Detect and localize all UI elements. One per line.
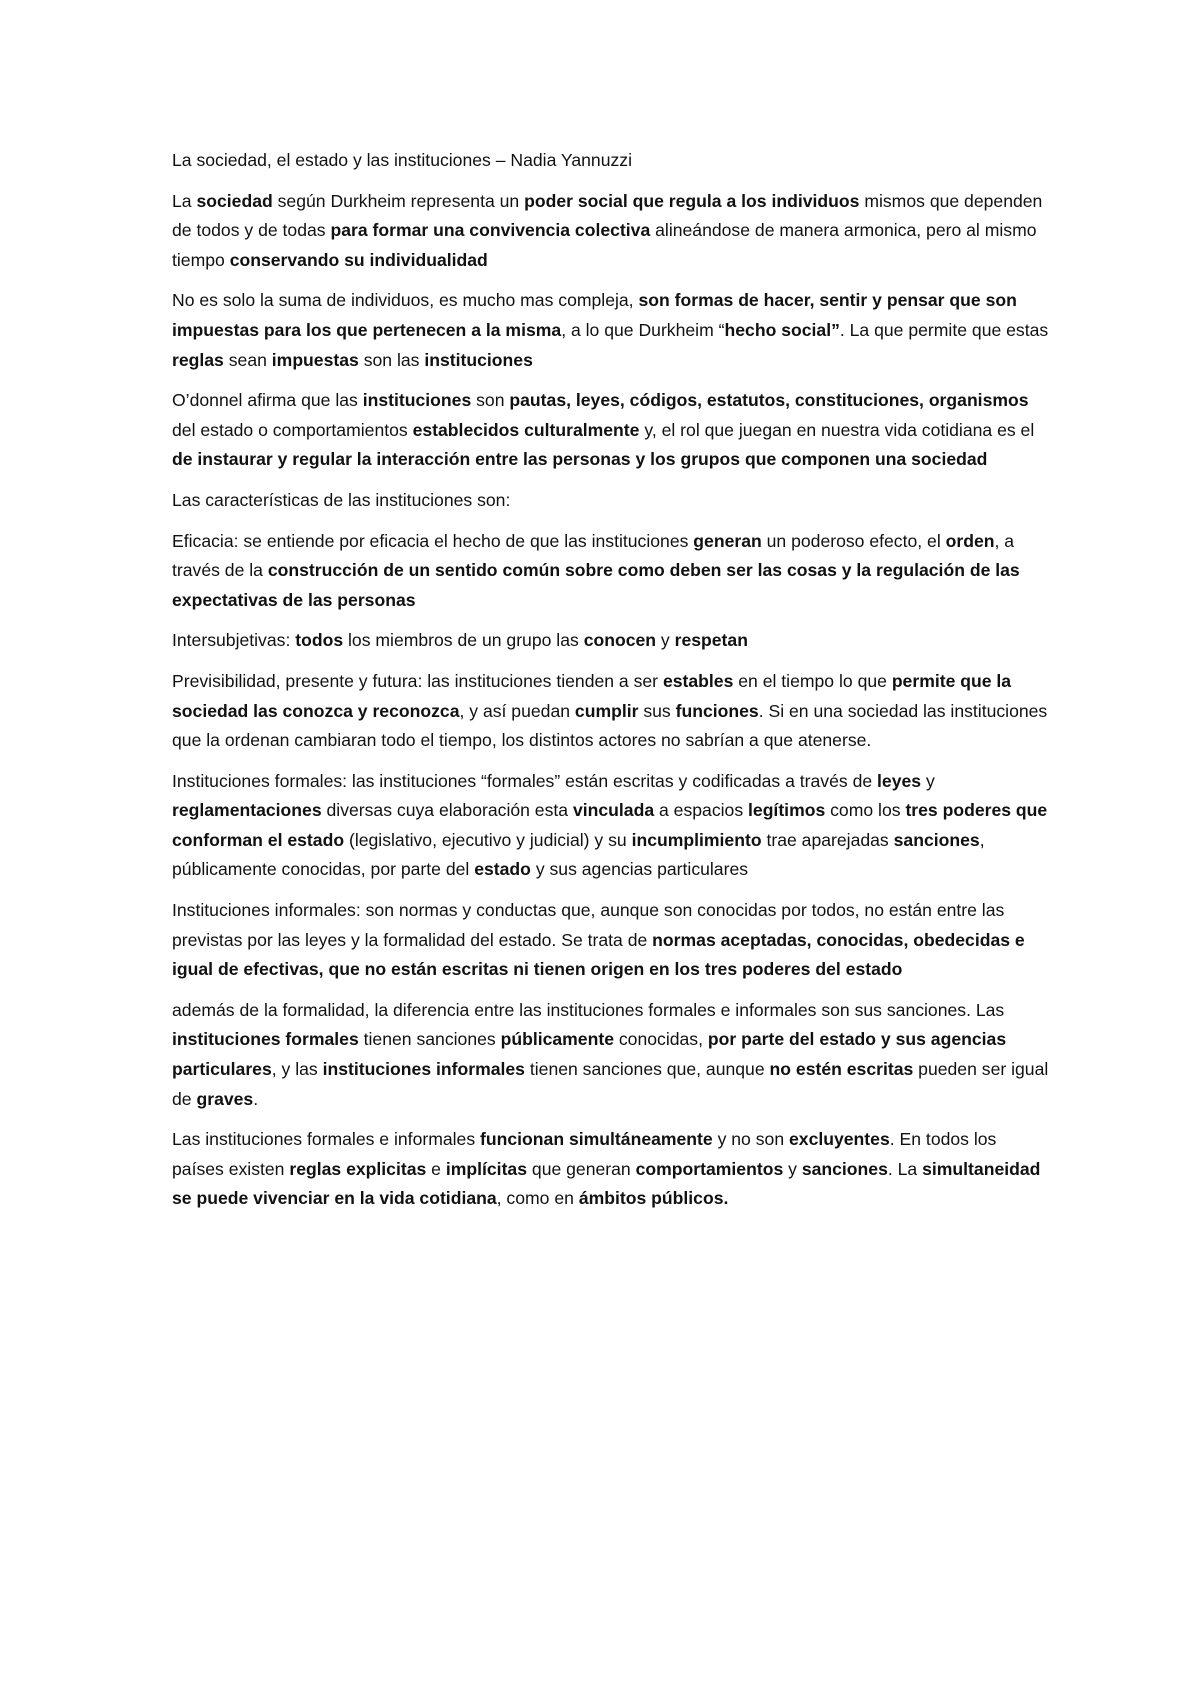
text-segment: . Si en una sociedad las instituciones que la ordenan cambiaran todo el tiempo, los distintos actores no sabrían a que atenerse. [172,700,1048,751]
document-page [172,146,1052,1225]
text-segment: La [172,190,197,211]
bold-text-segment: funciones [675,700,759,721]
text-segment: , públicamente conocidas, por parte del [172,829,985,880]
text-segment: sean [223,349,272,370]
bold-text-segment: reglas [172,349,224,370]
paragraph [172,527,1052,616]
text-segment: según Durkheim representa un [272,190,525,211]
text-segment: y [783,1158,802,1179]
bold-text-segment: respetan [674,630,748,651]
text-segment: Eficacia: se entiende por eficacia el hecho de que las instituciones [172,530,694,551]
text-segment: sus [638,700,676,721]
text-segment: . En todos los países existen [172,1129,997,1179]
bold-text-segment: conocen [583,630,657,651]
bold-text-segment: estables [662,670,734,691]
bold-text-segment: para formar una convivencia colectiva [330,220,651,241]
bold-text-segment: hecho social” [724,319,840,340]
bold-text-segment: excluyentes [789,1129,890,1150]
paragraph [172,667,1052,756]
paragraph [172,626,1052,656]
bold-text-segment: tres poderes que conforman el estado [172,800,1048,850]
bold-text-segment: simultaneidad se puede vivenciar en la vida cotidiana [172,1158,1041,1209]
bold-text-segment: normas aceptadas, conocidas, obedecidas e igual de efectivas, que no están escritas ni tienen origen en los tres poderes del estado [172,929,1025,980]
bold-text-segment: implícitas [445,1158,528,1179]
text-segment: No es solo la suma de individuos, es mucho mas compleja, [172,290,639,311]
text-segment: y, el rol que juegan en nuestra vida cotidiana es el [639,419,1035,440]
text-segment: Las instituciones formales e informales [172,1129,481,1150]
text-segment: mismos que dependen de todos y de todas [172,190,1043,241]
bold-text-segment: generan [693,530,762,551]
text-segment: un poderoso efecto, el [761,530,946,551]
text-segment: además de la formalidad, la diferencia entre las instituciones formales e informales son sus sanciones. Las [172,999,1005,1020]
bold-text-segment: instituciones [362,390,472,411]
paragraph [172,896,1052,985]
bold-text-segment: legítimos [748,800,826,821]
text-segment: y no son [712,1129,789,1150]
bold-text-segment: orden [945,530,995,551]
bold-text-segment: permite que la sociedad las conozca y reconozca [172,670,1012,721]
text-segment: e [426,1158,446,1179]
text-segment: , y las [271,1059,323,1080]
bold-text-segment: no estén escritas [769,1059,914,1080]
bold-text-segment: poder social que regula a los individuos [524,190,860,211]
text-segment: a espacios [654,800,749,821]
document-title [172,146,1052,176]
text-segment: pueden ser igual de [172,1059,1049,1109]
text-segment: Previsibilidad, presente y futura: las instituciones tienden a ser [172,670,663,691]
document-body [172,146,1052,1214]
text-segment: del estado o comportamientos [172,419,413,440]
text-segment: y [921,770,935,791]
text-segment: en el tiempo lo que [733,670,892,691]
bold-text-segment: públicamente [500,1029,614,1050]
text-segment: (legislativo, ejecutivo y judicial) y su [344,829,632,850]
bold-text-segment: instituciones [424,349,533,370]
text-segment: . La que permite que estas [839,319,1049,340]
bold-text-segment: impuestas [271,349,359,370]
text-segment: diversas cuya elaboración esta [321,800,573,821]
text-segment: , a lo que Durkheim “ [561,319,725,340]
text-segment: conocidas, [613,1029,708,1050]
text-segment: alineándose de manera armonica, pero al mismo tiempo [172,220,1037,270]
bold-text-segment: sociedad [196,190,273,211]
text-segment: O’donnel afirma que las [172,390,363,411]
bold-text-segment: graves [196,1088,254,1109]
text-segment: son las [358,349,425,370]
bold-text-segment: establecidos culturalmente [412,419,640,440]
paragraph [172,386,1052,475]
bold-text-segment: vinculada [572,800,655,821]
text-segment: , como en [496,1188,579,1209]
bold-text-segment: incumplimiento [631,829,762,850]
text-segment: . [253,1088,259,1109]
bold-text-segment: estado [474,859,531,880]
text-segment: como los [825,800,906,821]
text-segment: , y así puedan [459,700,575,721]
text-segment: Intersubjetivas: [172,630,296,651]
bold-text-segment: por parte del estado y sus agencias particulares [172,1029,1007,1080]
bold-text-segment: reglamentaciones [172,800,322,821]
text-segment: y sus agencias particulares [530,859,749,880]
bold-text-segment: funcionan simultáneamente [480,1129,713,1150]
text-segment: Las características de las instituciones son: [172,489,511,510]
text-segment: Instituciones informales: son normas y conductas que, aunque son conocidas por todos, no están entre las previstas por las leyes y la formalidad del estado. Se trata de [172,900,1005,950]
paragraph [172,996,1052,1114]
text-segment: tienen sanciones que, aunque [524,1059,770,1080]
bold-text-segment: sanciones [801,1158,888,1179]
text-segment: que generan [527,1158,636,1179]
text-segment: Instituciones formales: las instituciones “formales” están escritas y codificadas a través de [172,770,878,791]
paragraph [172,1125,1052,1214]
bold-text-segment: todos [295,630,344,651]
text-segment: son [471,390,510,411]
bold-text-segment: de instaurar y regular la interacción entre las personas y los grupos que componen una sociedad [172,449,988,470]
text-segment: los miembros de un grupo las [343,630,584,651]
bold-text-segment: conservando su individualidad [229,249,488,270]
paragraph [172,286,1052,375]
text-segment: . La [887,1158,923,1179]
bold-text-segment: sanciones [893,829,980,850]
text-segment: trae aparejadas [761,829,894,850]
paragraph [172,486,1052,516]
bold-text-segment: son formas de hacer, sentir y pensar que son impuestas para los que pertenecen a la misma [172,290,1017,340]
text-segment: , a través de la [172,530,1015,581]
bold-text-segment: construcción de un sentido común sobre como deben ser las cosas y la regulación de las expectativas de las personas [172,560,1020,610]
text-segment: La sociedad, el estado y las instituciones – Nadia Yannuzzi [172,150,633,170]
paragraph [172,767,1052,885]
text-segment: tienen sanciones [358,1029,501,1050]
bold-text-segment: instituciones informales [322,1059,525,1080]
paragraph [172,187,1052,276]
text-segment: y [656,630,675,651]
bold-text-segment: comportamientos [635,1158,784,1179]
bold-text-segment: leyes [877,770,922,791]
bold-text-segment: reglas explicitas [289,1158,427,1179]
bold-text-segment: cumplir [574,700,639,721]
bold-text-segment: pautas, leyes, códigos, estatutos, constituciones, organismos [509,390,1029,411]
bold-text-segment: ámbitos públicos. [578,1188,729,1209]
bold-text-segment: instituciones formales [172,1029,359,1050]
